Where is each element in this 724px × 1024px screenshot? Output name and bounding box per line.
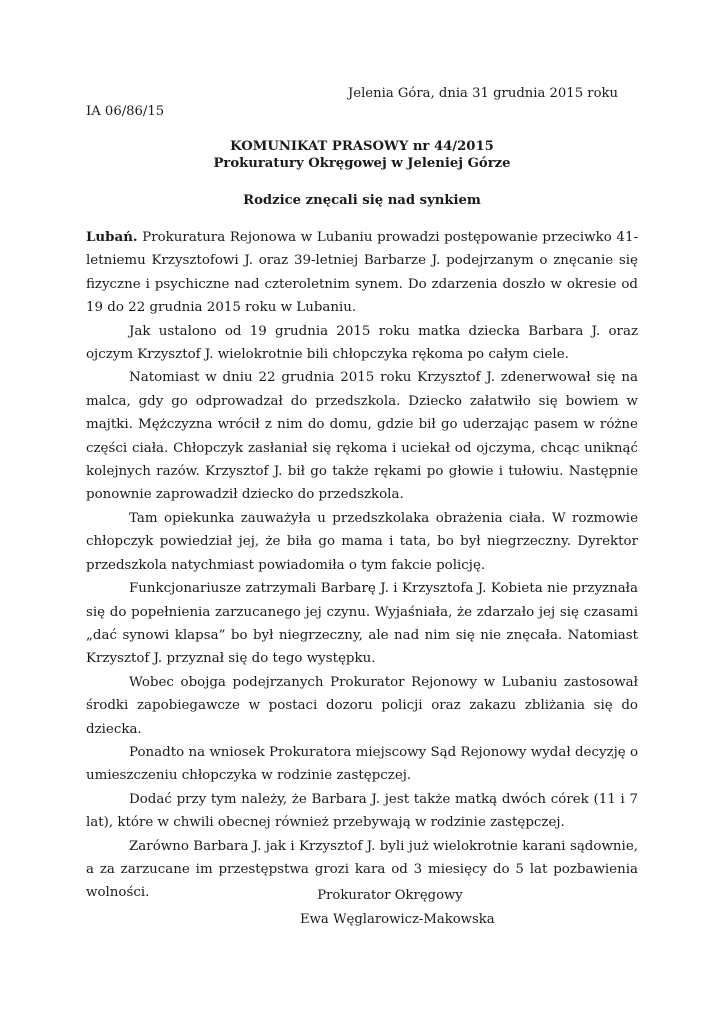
signature-name: Ewa Węglarowicz-Makowska (300, 912, 495, 927)
paragraph-9: Zarówno Barbara J. jak i Krzysztof J. byli już wielokrotnie karani sądownie, a za zarzucane im przestępstwa grozi kara od 3 miesięcy do 5 lat pozbawienia wolności. (86, 838, 638, 901)
article-body (86, 226, 638, 905)
issuing-office: Prokuratury Okręgowej w Jeleniej Górze (213, 156, 511, 171)
paragraph-3: Natomiast w dniu 22 grudnia 2015 roku Krzysztof J. zdenerwował się na malca, gdy go odprowadzał do przedszkola. Dziecko załatwiło się bowiem w majtki. Mężczyzna wrócił z nim do domu, gdzie bił go uderzając pasem w różne części ciała. Chłopczyk zasłaniał się rękoma i uciekał od ojczyma, chcąc uniknąć kolejnych razów. Krzysztof J. bił go także rękami po głowie i tułowiu. Następnie ponownie zaprowadził dziecko do przedszkola. (86, 370, 638, 503)
paragraph-1 (86, 226, 638, 320)
paragraph-1-text: Prokuratura Rejonowa w Lubaniu prowadzi postępowanie przeciwko 41-letniemu Krzysztofowi J. oraz 39-letniej Barbarze J. podejrzanym o znęcanie się fizyczne i psychiczne nad czteroletnim synem. Do zdarzenia doszło w okresie od 19 do 22 grudnia 2015 roku w Lubaniu. (86, 230, 638, 316)
paragraph-7: Ponadto na wniosek Prokuratora miejscowy Sąd Rejonowy wydał decyzję o umieszczeniu chłopczyka w rodzinie zastępczej. (86, 744, 638, 784)
location-label: Lubań. (86, 229, 138, 245)
date-line: Jelenia Góra, dnia 31 grudnia 2015 roku (348, 86, 619, 101)
headline: Rodzice znęcali się nad synkiem (243, 193, 481, 208)
paragraph-5: Funkcjonariusze zatrzymali Barbarę J. i Krzysztofa J. Kobieta nie przyznała się do popełnienia zarzucanego jej czynu. Wyjaśniała, że zdarzało jej się czasami „dać synowi klapsa” bo był niegrzeczny, ale nad nim się nie znęcała. Natomiast Krzysztof J. przyznał się do tego występku. (86, 581, 638, 667)
paragraph-2: Jak ustalono od 19 grudnia 2015 roku matka dziecka Barbara J. oraz ojczym Krzysztof J. wielokrotnie bili chłopczyka rękoma po całym ciele. (86, 323, 638, 363)
paragraph-8: Dodać przy tym należy, że Barbara J. jest także matką dwóch córek (11 i 7 lat), które w chwili obecnej również przebywają w rodzinie zastępczej. (86, 791, 638, 831)
press-release-title: KOMUNIKAT PRASOWY nr 44/2015 (230, 139, 494, 154)
reference-number: IA 06/86/15 (86, 104, 165, 119)
paragraph-4: Tam opiekunka zauważyła u przedszkolaka obrażenia ciała. W rozmowie chłopczyk powiedział jej, że biła go mama i tata, bo był niegrzeczny. Dyrektor przedszkola natychmiast powiadomiła o tym fakcie policję. (86, 510, 638, 573)
signature-role: Prokurator Okręgowy (317, 888, 463, 903)
paragraph-6: Wobec obojga podejrzanych Prokurator Rejonowy w Lubaniu zastosował środki zapobiegawcze w postaci dozoru policji oraz zakazu zbliżania się do dziecka. (86, 674, 638, 737)
